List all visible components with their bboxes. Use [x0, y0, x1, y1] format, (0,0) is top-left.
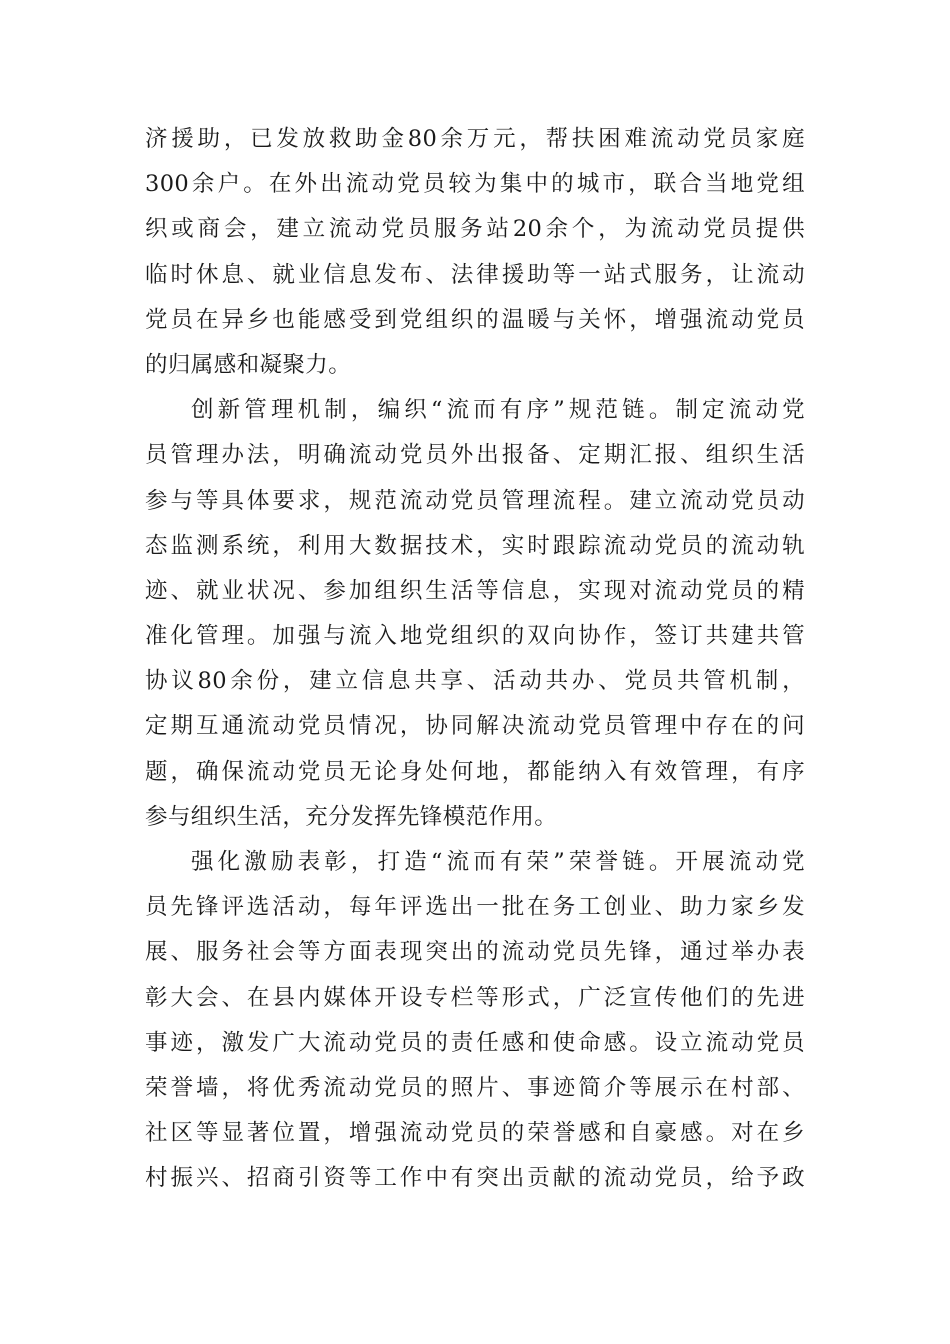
text-line: 创新管理机制，编织“流而有序”规范链。制定流动党 — [191, 397, 805, 424]
text-line: 强化激励表彰，打造“流而有荣”荣誉链。开展流动党 — [191, 849, 805, 875]
text-line: 济援助，已发放救助金80余万元，帮扶困难流动党员家庭 — [145, 126, 805, 152]
text-line: 临时休息、就业信息发布、法律援助等一站式服务，让流动 — [145, 261, 805, 288]
paragraph-3 — [145, 840, 805, 1202]
text-line: 定期互通流动党员情况，协同解决流动党员管理中存在的问 — [145, 713, 805, 740]
paragraph-2 — [145, 388, 805, 840]
text-line: 展、服务社会等方面表现突出的流动党员先锋，通过举办表 — [145, 939, 805, 966]
text-line: 迹、就业状况、参加组织生活等信息，实现对流动党员的精 — [145, 577, 805, 604]
text-line: 员先锋评选活动，每年评选出一批在务工创业、助力家乡发 — [145, 894, 805, 921]
text-line: 的归属感和凝聚力。 — [145, 351, 352, 378]
document-body — [145, 117, 805, 1202]
text-line: 300余户。在外出流动党员较为集中的城市，联合当地党组 — [145, 171, 805, 198]
text-line: 荣誉墙，将优秀流动党员的照片、事迹简介等展示在村部、 — [145, 1074, 805, 1101]
text-line: 题，确保流动党员无论身处何地，都能纳入有效管理，有序 — [145, 758, 805, 785]
text-line: 织或商会，建立流动党员服务站20余个，为流动党员提供 — [145, 216, 805, 243]
paragraph-1 — [145, 117, 805, 388]
text-line: 村振兴、招商引资等工作中有突出贡献的流动党员，给予政 — [145, 1165, 805, 1192]
text-line: 协议80余份，建立信息共享、活动共办、党员共管机制， — [145, 668, 805, 695]
text-line: 参与组织生活，充分发挥先锋模范作用。 — [145, 803, 558, 830]
text-line: 态监测系统，利用大数据技术，实时跟踪流动党员的流动轨 — [145, 532, 805, 559]
text-line: 事迹，激发广大流动党员的责任感和使命感。设立流动党员 — [145, 1029, 805, 1056]
text-line: 准化管理。加强与流入地党组织的双向协作，签订共建共管 — [145, 623, 805, 650]
text-line: 党员在异乡也能感受到党组织的温暖与关怀，增强流动党员 — [145, 306, 805, 333]
text-line: 参与等具体要求，规范流动党员管理流程。建立流动党员动 — [145, 487, 805, 514]
text-line: 社区等显著位置，增强流动党员的荣誉感和自豪感。对在乡 — [145, 1120, 805, 1147]
text-line: 彰大会、在县内媒体开设专栏等形式，广泛宣传他们的先进 — [145, 984, 805, 1011]
text-line: 员管理办法，明确流动党员外出报备、定期汇报、组织生活 — [145, 442, 805, 469]
